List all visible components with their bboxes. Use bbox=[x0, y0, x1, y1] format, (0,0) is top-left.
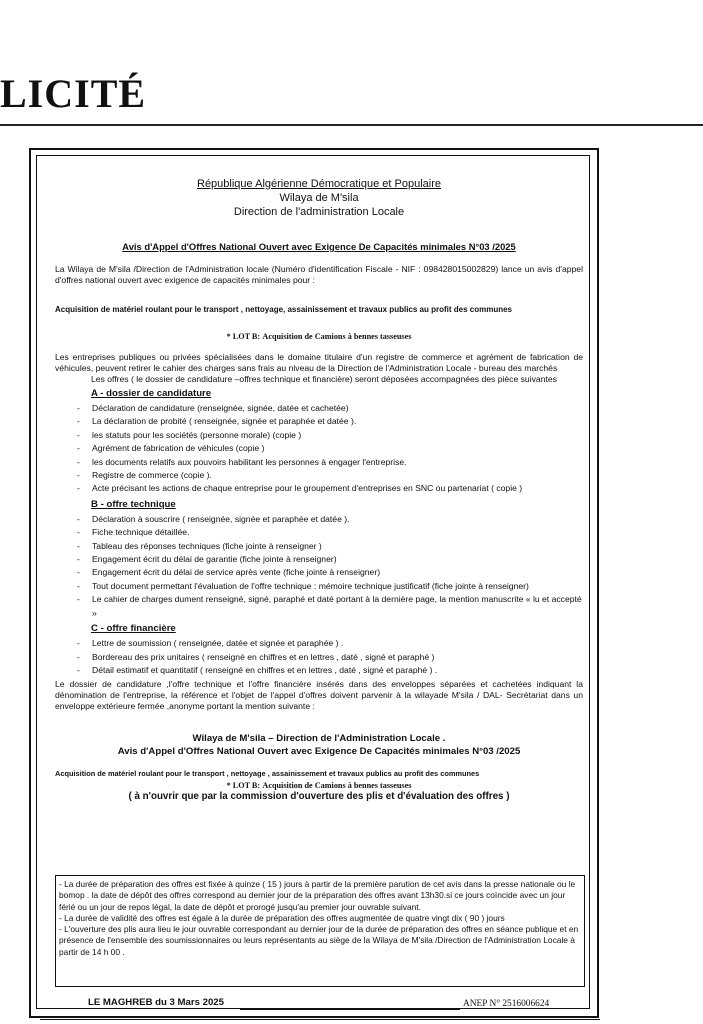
section-a-title: A - dossier de candidature bbox=[91, 388, 212, 399]
list-item: - les statuts pour les sociétés (personne morale) (copie ) bbox=[55, 429, 583, 442]
list-item: - Le cahier de charges dument renseigné, signé, paraphé et daté portant à la dernière page, la mention manuscrite « lu et accepté » bbox=[55, 593, 583, 620]
list-item: - Engagement écrit du délai de garantie (fiche jointe à renseigner) bbox=[55, 553, 583, 566]
envelope-line-2: Avis d'Appel d'Offres National Ouvert avec Exigence De Capacités minimales N°03 /2025 bbox=[117, 746, 521, 758]
list-item: - Tableau des réponses techniques (fiche jointe à renseigner ) bbox=[55, 540, 583, 553]
list-item: - Tout document permettant l'évaluation de l'offre technique : mémoire technique justificatif (fiche jointe à renseigner) bbox=[55, 580, 583, 593]
dossier-paragraph: Le dossier de candidature ,l'offre technique et l'offre financière insérés dans des enveloppes séparées et cachetées indiquant la dénomination de l'entreprise, la référence et l'objet de l'appel d'offres doivent parvenir à la wilayade M'sila / DAL- Secrétariat dans un enveloppe extérieure fermée ,anonyme portant la mention suivante : bbox=[55, 679, 583, 712]
envelope-line-1: Wilaya de M'sila – Direction de l'Administration Locale . bbox=[192, 733, 446, 745]
footer-anep: ANEP N° 2516006624 bbox=[463, 999, 550, 1009]
footer-rule bbox=[240, 1009, 460, 1010]
envelope-lot-line bbox=[55, 780, 583, 791]
offers-intro: Les offres ( le dossier de candidature –offres technique et financière) seront déposées accompagnées des pièce suivantes bbox=[91, 374, 557, 384]
republic-title: République Algérienne Démocratique et Populaire bbox=[197, 178, 441, 190]
notice-content bbox=[55, 177, 583, 802]
footer-newspaper: LE MAGHREB du 3 Mars 2025 bbox=[88, 997, 224, 1008]
envelope-lot-label: * LOT B: bbox=[226, 781, 261, 791]
lot-text: Acquisition de Camions à bennes tasseuses bbox=[262, 332, 412, 341]
bottom-rule bbox=[40, 1019, 600, 1020]
list-item: - Registre de commerce (copie ). bbox=[55, 469, 583, 482]
object-line: Acquisition de matériel roulant pour le transport , nettoyage, assainissement et travaux publics au profit des communes bbox=[55, 305, 512, 314]
list-item: - Fiche technique détaillée. bbox=[55, 526, 583, 539]
avis-title: Avis d'Appel d'Offres National Ouvert avec Exigence De Capacités minimales N°03 /2025 bbox=[122, 241, 516, 252]
condition-item: - L'ouverture des plis aura lieu le jour ouvrable correspondant au dernier jour de la durée de préparation des offres en séance publique et en présence de l'ensemble des soumissionnaires ou leurs représentants au siège de la Wilaya de M'sila /Direction de l'Administration Locale à partir de 14 h 00 . bbox=[59, 924, 579, 957]
list-item: - les documents relatifs aux pouvoirs habilitant les personnes à engager l'entreprise. bbox=[55, 456, 583, 469]
list-item: - Détail estimatif et quantitatif ( renseigné en chiffres et en lettres , daté , signé et paraphé ) . bbox=[55, 664, 583, 677]
condition-item: - La durée de validité des offres est égale à la durée de préparation des offres augmentée de quatre vingt dix ( 90 ) jours bbox=[59, 912, 505, 923]
lot-label: * LOT B: bbox=[226, 332, 261, 341]
section-a-list bbox=[55, 402, 583, 496]
list-item: - Acte précisant les actions de chaque entreprise pour le groupement d'entreprises en SNC ou partenariat ( copie ) bbox=[55, 482, 583, 495]
section-c-list bbox=[55, 637, 583, 677]
direction-title: Direction de l'administration Locale bbox=[233, 206, 405, 218]
list-item: - Bordereau des prix unitaires ( renseigné en chiffres et en lettres , daté , signé et paraphé ) bbox=[55, 651, 583, 664]
list-item: - Agrément de fabrication de véhicules (copie ) bbox=[55, 442, 583, 455]
list-item: - Lettre de soumission ( renseignée, datée et signée et paraphée ) . bbox=[55, 637, 583, 650]
list-item: - Déclaration à souscrire ( renseignée, signée et paraphée et datée ). bbox=[55, 513, 583, 526]
page-header-word: LICITÉ bbox=[0, 71, 147, 116]
conditions-box bbox=[55, 875, 585, 987]
section-c-title: C - offre financière bbox=[91, 623, 176, 635]
section-b-list bbox=[55, 513, 583, 620]
intro-paragraph: La Wilaya de M'sila /Direction de l'Administration locale (Numéro d'identification Fiscale - NIF : 098428015002829) lance un avis d'appel d'offres national ouvert avec exigence de capacités minimales pour : bbox=[55, 264, 583, 285]
list-item: - La déclaration de probité ( renseignée, signée et paraphée et datée ). bbox=[55, 415, 583, 428]
list-item: - Engagement écrit du délai de service après vente (fiche jointe à renseigner) bbox=[55, 566, 583, 579]
lot-line bbox=[55, 331, 583, 342]
envelope-notice: ( à n'ouvrir que par la commission d'ouverture des plis et d'évaluation des offres ) bbox=[128, 791, 510, 803]
wilaya-title: Wilaya de M'sila bbox=[279, 192, 359, 204]
envelope-lot-text: Acquisition de Camions à bennes tasseuses bbox=[262, 781, 412, 791]
section-b-title: B - offre technique bbox=[91, 498, 176, 510]
condition-item: - La durée de préparation des offres est fixée à quinze ( 15 ) jours à partir de la première parution de cet avis dans la presse nationale ou le bomop . la date de dépôt des offres correspond au dernier jour de la préparation des offres avant 13h30.si ce jours coïncide avec un jour férié ou un jour de repos légal, la date de dépôt et prorogé jusqu'au premier jour ouvrable suivant. bbox=[59, 879, 576, 912]
conditions-text bbox=[56, 876, 584, 961]
list-item: - Déclaration de candidature (renseignée, signée, datée et cachetée) bbox=[55, 402, 583, 415]
header-rule bbox=[0, 124, 703, 126]
eligibility-paragraph: Les entreprises publiques ou privées spécialisées dans le domaine titulaire d'un registre de commerce et agrément de fabrication de véhicules, peuvent retirer le cahier des charges sans frais au niveau de la Direction de l'Administration Locale - bureau des marchés bbox=[55, 352, 583, 373]
envelope-object: Acquisition de matériel roulant pour le transport , nettoyage , assainissement et travaux publics au profit des communes bbox=[55, 769, 480, 779]
